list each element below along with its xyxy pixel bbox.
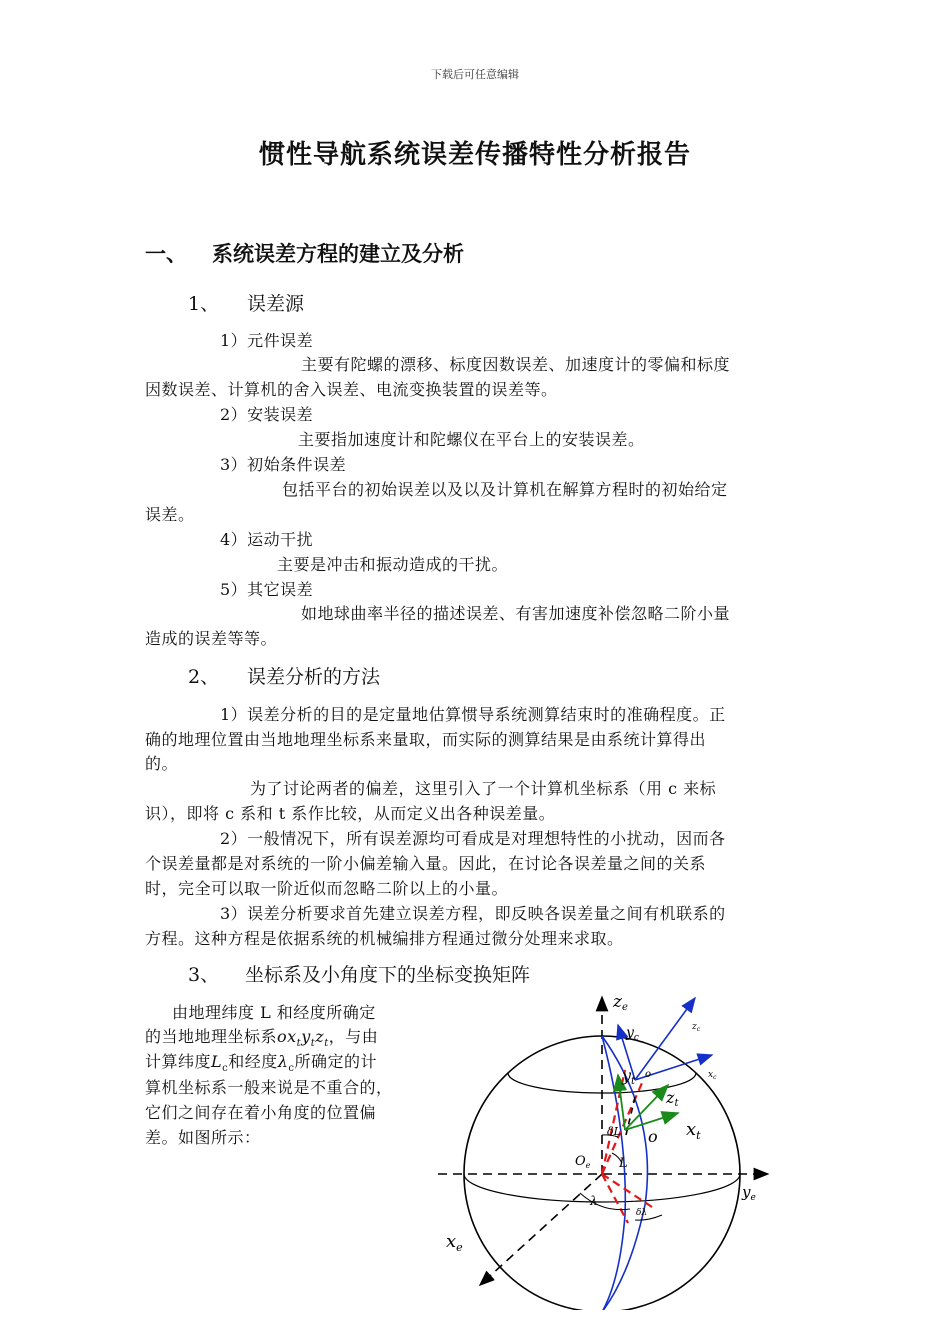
source-2-label: 2）安装误差 xyxy=(220,405,314,424)
source-3-label: 3）初始条件误差 xyxy=(220,455,347,474)
method-3-line-2: 方程。这种方程是依据系统的机械编排方程通过微分处理来求取。 xyxy=(145,929,624,948)
subsection-3-title: 坐标系及小角度下的坐标变换矩阵 xyxy=(245,964,531,986)
section-1-number: 一、 xyxy=(145,241,187,266)
sub3-text-line-4: 算机坐标系一般来说是不重合的， xyxy=(145,1078,393,1097)
label-L: L xyxy=(619,1156,628,1171)
section-1-title: 系统误差方程的建立及分析 xyxy=(212,241,464,266)
sub3-text-line-2: 的当地地理坐标系$ox_ty_tz_t$，与由 xyxy=(145,1027,379,1050)
source-4-line-1: 主要是冲击和振动造成的干扰。 xyxy=(277,555,509,574)
zc-axis xyxy=(635,998,695,1080)
sub3-text-line-3: 计算纬度$L_c$和经度$\lambda_c$所确定的计 xyxy=(145,1052,378,1075)
sub3-text-line-1: 由地理纬度 L 和经度所确定 xyxy=(172,1003,376,1022)
xe-axis xyxy=(480,1174,602,1285)
source-1-label: 1）元件误差 xyxy=(220,331,314,350)
source-3-line-2: 误差。 xyxy=(145,505,195,524)
label-yt: yt xyxy=(622,1066,636,1087)
label-xc: $x_c$ xyxy=(708,1070,717,1081)
method-1-line-3: 的。 xyxy=(145,754,179,773)
label-xe: $x_e$ xyxy=(446,1231,463,1254)
source-2-line-1: 主要指加速度计和陀螺仪在平台上的安装误差。 xyxy=(298,430,645,449)
label-zt: zt xyxy=(666,1088,679,1109)
source-5-line-2: 造成的误差等等。 xyxy=(145,629,278,648)
subsection-2-number: 2、 xyxy=(188,666,220,688)
method-2-line-1: 2）一般情况下，所有误差源均可看成是对理想特性的小扰动，因而各 xyxy=(220,829,726,848)
source-5-label: 5）其它误差 xyxy=(220,580,314,599)
label-dL: δL xyxy=(607,1125,621,1138)
coordinate-frame-figure xyxy=(430,985,780,1310)
page-header: 下载后可任意编辑 xyxy=(431,68,519,81)
label-Oe: $O_e$ xyxy=(575,1154,591,1170)
label-yc: $y_c$ xyxy=(626,1025,639,1043)
document-title: 惯性导航系统误差传播特性分析报告 xyxy=(258,140,691,170)
label-xt: $x_t$ xyxy=(686,1119,701,1142)
label-dlambda: δλ xyxy=(636,1208,648,1218)
source-4-label: 4）运动干扰 xyxy=(220,530,314,549)
method-1b-line-2: 识），即将 c 系和 t 系作比较，从而定义出各种误差量。 xyxy=(145,804,556,823)
subsection-1-number: 1、 xyxy=(188,293,220,315)
label-ye: $y_e$ xyxy=(742,1183,756,1203)
method-1-line-1: 1）误差分析的目的是定量地估算惯导系统测算结束时的准确程度。正 xyxy=(220,705,726,724)
method-1-line-2: 确的地理位置由当地地理坐标系来量取，而实际的测算结果是由系统计算得出 xyxy=(145,730,707,749)
method-2-line-2: 个误差量都是对系统的一阶小偏差输入量。因此，在讨论各误差量之间的关系 xyxy=(145,854,707,873)
equator-front xyxy=(464,1174,740,1202)
method-1b-line-1: 为了讨论两者的偏差，这里引入了一个计算机坐标系（用 c 来标 xyxy=(250,779,717,798)
label-ze: ze xyxy=(613,992,628,1013)
sub3-text-line-6: 差。如图所示： xyxy=(145,1128,261,1147)
method-2-line-3: 时，完全可以取一阶近似而忽略二阶以上的小量。 xyxy=(145,879,509,898)
method-3-line-1: 3）误差分析要求首先建立误差方程，即反映各误差量之间有机联系的 xyxy=(220,904,726,923)
source-1-line-2: 因数误差、计算机的舍入误差、电流变换装置的误差等。 xyxy=(145,380,558,399)
sub3-text-line-5: 它们之间存在着小角度的位置偏 xyxy=(145,1103,377,1122)
label-lambda: λ xyxy=(590,1194,598,1208)
label-o-true: o xyxy=(648,1127,658,1146)
source-1-line-1: 主要有陀螺的漂移、标度因数误差、加速度计的零偏和标度 xyxy=(301,355,731,374)
label-zc: $z_c$ xyxy=(692,1022,701,1033)
subsection-1-title: 误差源 xyxy=(247,293,305,315)
source-5-line-1: 如地球曲率半径的描述误差、有害加速度补偿忽略二阶小量 xyxy=(301,604,731,623)
label-o-computed: o xyxy=(645,1069,652,1080)
subsection-3-number: 3、 xyxy=(188,964,220,986)
subsection-2-title: 误差分析的方法 xyxy=(247,666,381,688)
source-3-line-1: 包括平台的初始误差以及以及计算机在解算方程时的初始给定 xyxy=(282,480,728,499)
